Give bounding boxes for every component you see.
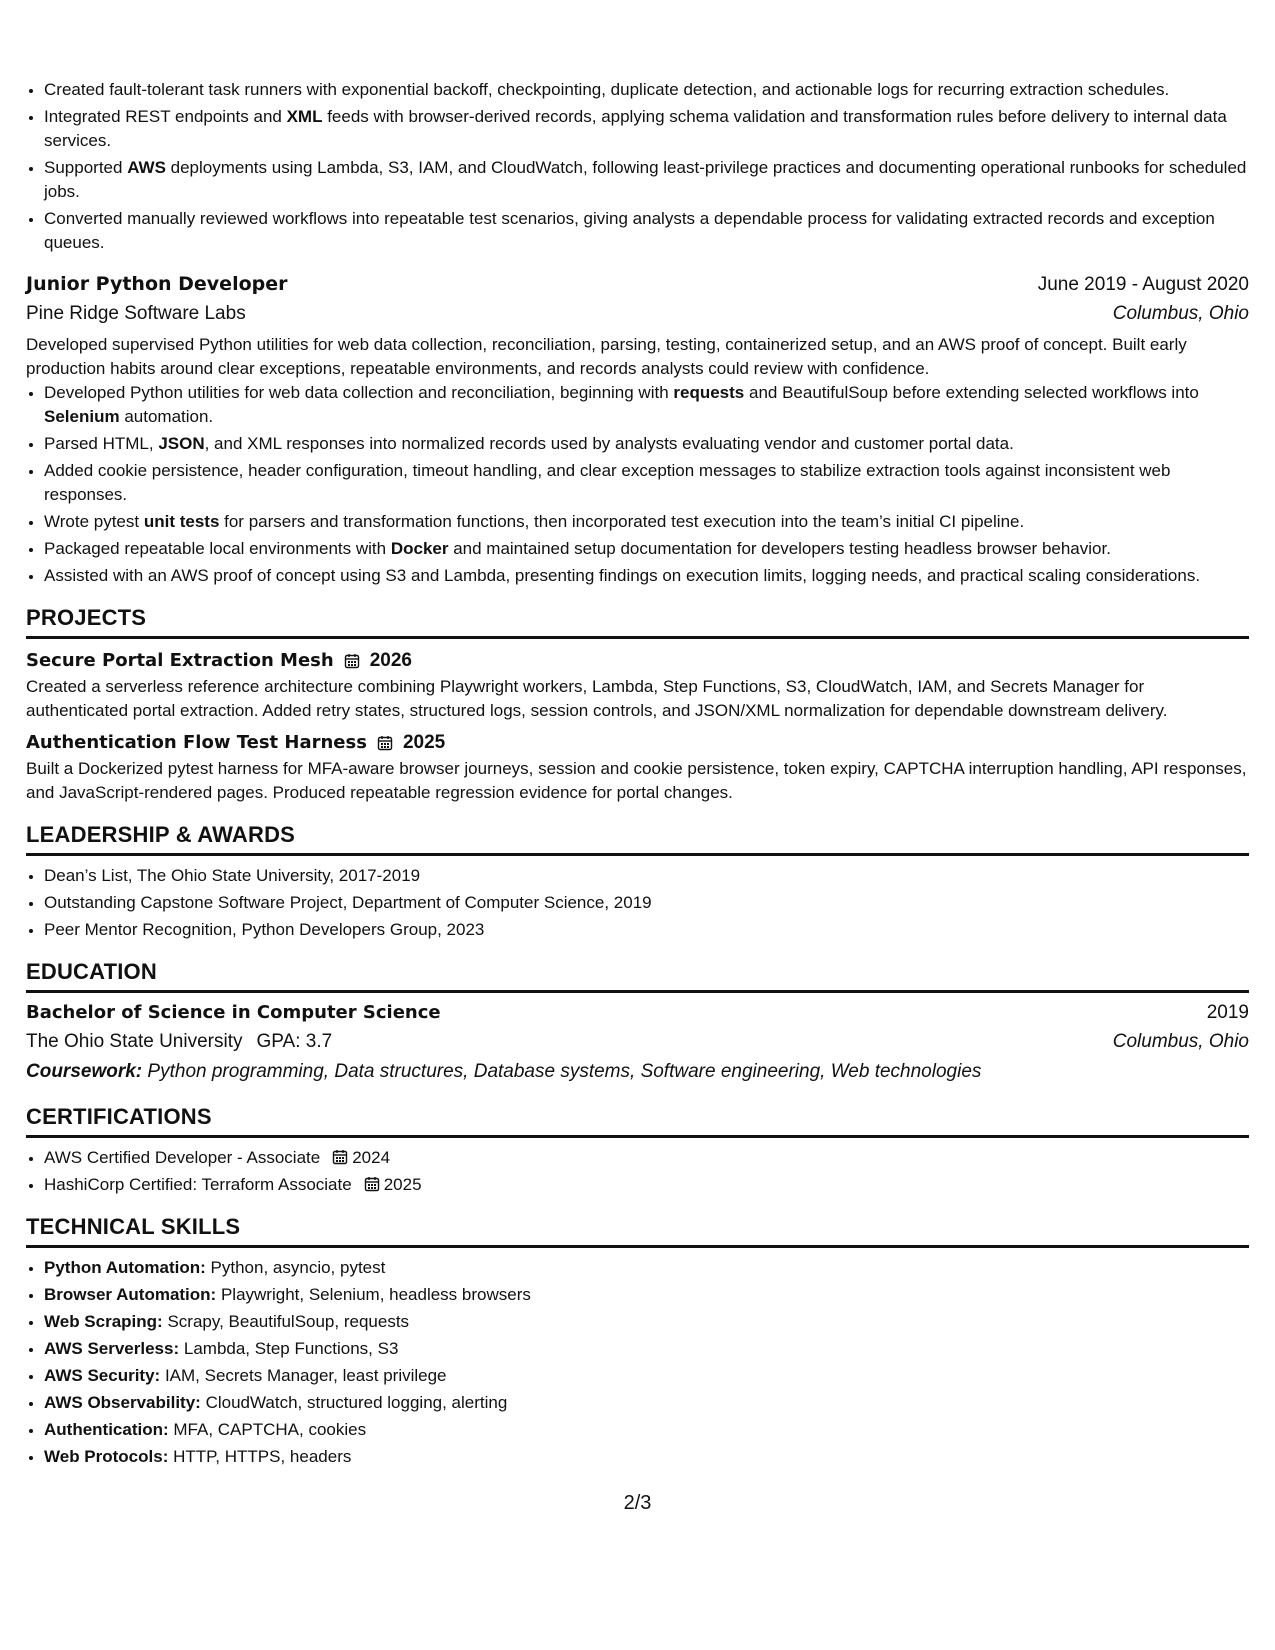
project-name: Authentication Flow Test Harness	[26, 732, 367, 753]
certification-name: HashiCorp Certified: Terraform Associate	[44, 1175, 352, 1194]
award-item: • Dean’s List, The Ohio State University, 2017-2019	[44, 864, 1249, 888]
project-name: Secure Portal Extraction Mesh	[26, 650, 334, 671]
certification-year: 2024	[352, 1148, 391, 1167]
projects-list	[26, 647, 1249, 805]
calendar-icon	[364, 1176, 380, 1192]
job-bullet	[44, 381, 1249, 429]
skill-label: Python Automation:	[44, 1258, 206, 1277]
calendar-icon	[364, 1175, 380, 1194]
education-location: Columbus, Ohio	[1112, 1031, 1249, 1052]
job-summary: Developed supervised Python utilities for web data collection, reconciliation, parsing, testing, containerized setup, and an AWS proof of concept. Built early production habits around clear exceptions, repeatable environments, and records analysts could review with confidence.	[26, 335, 1187, 378]
project-description: Created a serverless reference architecture combining Playwright workers, Lambda, Step Functions, S3, CloudWatch, IAM, and Secrets Manager for authenticated portal extraction. Added retry states, structured logs, session controls, and JSON/XML normalization for dependable downstream delivery.	[26, 677, 1168, 720]
job-bullet	[44, 537, 1249, 561]
bullet-text: and maintained setup documentation for developers testing headless browser behavior.	[448, 539, 1111, 558]
bold-keyword: XML	[286, 107, 323, 126]
certifications-list	[26, 1146, 1249, 1197]
skill-label: AWS Observability:	[44, 1393, 201, 1412]
leadership-heading: LEADERSHIP & AWARDS	[26, 821, 1249, 856]
skill-item	[44, 1337, 1249, 1361]
skill-label: AWS Serverless:	[44, 1339, 180, 1358]
job-dates: June 2019 - August 2020	[1037, 274, 1249, 295]
skill-value: MFA, CAPTCHA, cookies	[173, 1420, 367, 1439]
job-bullet	[44, 459, 1249, 507]
project-year: 2026	[369, 650, 412, 671]
project-item	[26, 729, 1249, 805]
education-year: 2019	[1206, 1002, 1249, 1023]
job-location: Columbus, Ohio	[1112, 303, 1249, 324]
bullet-text: , and XML responses into normalized records used by analysts evaluating vendor and customer portal data.	[204, 434, 1014, 453]
skill-value: HTTP, HTTPS, headers	[173, 1447, 352, 1466]
bold-keyword: unit tests	[143, 512, 220, 531]
skill-label: Authentication:	[44, 1420, 169, 1439]
calendar-icon	[377, 735, 393, 751]
project-description: Built a Dockerized pytest harness for MFA-aware browser journeys, session and cookie persistence, token expiry, CAPTCHA interruption handling, API responses, and JavaScript-rendered pages. Produced repeatable regression evidence for portal changes.	[26, 759, 1247, 802]
job-title: Junior Python Developer	[26, 273, 288, 295]
skill-item	[44, 1418, 1249, 1442]
calendar-icon	[377, 735, 393, 751]
bullet-text: automation.	[119, 407, 214, 426]
education-degree: Bachelor of Science in Computer Science	[26, 1002, 441, 1023]
job-bullets	[26, 381, 1249, 588]
bullet-text: feeds with browser-derived records, applying schema validation and transformation rules before delivery to internal data services.	[44, 107, 1227, 150]
projects-heading: PROJECTS	[26, 604, 1249, 639]
bullet-text: Wrote pytest	[44, 512, 144, 531]
skill-item	[44, 1310, 1249, 1334]
bullet-text: Converted manually reviewed workflows into repeatable test scenarios, giving analysts a dependable process for validating extracted records and exception queues.	[44, 209, 1215, 252]
skills-heading: TECHNICAL SKILLS	[26, 1213, 1249, 1248]
bullet-text: Integrated REST endpoints and	[44, 107, 287, 126]
job-header	[26, 258, 1249, 299]
education-subheader	[26, 1027, 1249, 1057]
project-item	[26, 647, 1249, 723]
job-company: Pine Ridge Software Labs	[26, 303, 246, 324]
skill-item	[44, 1445, 1249, 1469]
bullet-text: Assisted with an AWS proof of concept using S3 and Lambda, presenting findings on execution limits, logging needs, and practical scaling considerations.	[44, 566, 1201, 585]
bold-keyword: AWS	[127, 158, 166, 177]
bullet-text: Developed Python utilities for web data collection and reconciliation, beginning with	[44, 383, 674, 402]
experience-bullet	[44, 78, 1249, 102]
skill-value: Playwright, Selenium, headless browsers	[220, 1285, 531, 1304]
calendar-icon	[344, 653, 360, 669]
experience-bullet	[44, 207, 1249, 255]
project-header	[26, 729, 1249, 757]
education-school-line	[26, 1027, 332, 1057]
education-header	[26, 999, 1249, 1027]
project-year: 2025	[402, 732, 446, 753]
bullet-text: for parsers and transformation functions, then incorporated test execution into the team’s initial CI pipeline.	[219, 512, 1025, 531]
bold-keyword: Selenium	[44, 407, 120, 426]
skill-label: Browser Automation:	[44, 1285, 217, 1304]
job-subheader	[26, 299, 1249, 329]
bold-keyword: Docker	[390, 539, 449, 558]
experience-bullet	[44, 156, 1249, 204]
bullet-text: Parsed HTML,	[44, 434, 159, 453]
coursework-label: Coursework:	[26, 1061, 143, 1082]
bullet-text: Created fault-tolerant task runners with exponential backoff, checkpointing, duplicate detection, and actionable logs for recurring extraction schedules.	[44, 80, 1170, 99]
bullet-text: Packaged repeatable local environments with	[44, 539, 391, 558]
bullet-text: deployments using Lambda, S3, IAM, and CloudWatch, following least-privilege practices and documenting operational runbooks for scheduled jobs.	[44, 158, 1247, 201]
bold-keyword: JSON	[158, 434, 205, 453]
job-bullet	[44, 510, 1249, 534]
experience-bullet	[44, 105, 1249, 153]
skill-label: Web Protocols:	[44, 1447, 169, 1466]
calendar-icon	[332, 1149, 348, 1165]
skill-value: Python, asyncio, pytest	[210, 1258, 386, 1277]
skill-value: Scrapy, BeautifulSoup, requests	[167, 1312, 410, 1331]
education-school: The Ohio State University	[26, 1031, 243, 1052]
award-item: • Peer Mentor Recognition, Python Developers Group, 2023	[44, 918, 1249, 942]
bullet-text: Supported	[44, 158, 128, 177]
leadership-list	[26, 864, 1249, 942]
coursework-value: Python programming, Data structures, Database systems, Software engineering, Web technologies	[147, 1061, 982, 1082]
skill-item	[44, 1364, 1249, 1388]
calendar-icon	[344, 653, 360, 669]
experience-top-bullets	[26, 78, 1249, 255]
skill-value: Lambda, Step Functions, S3	[183, 1339, 399, 1358]
job-bullet	[44, 432, 1249, 456]
skill-label: Web Scraping:	[44, 1312, 163, 1331]
bullet-text: Added cookie persistence, header configuration, timeout handling, and clear exception messages to stabilize extraction tools against inconsistent web responses.	[44, 461, 1171, 504]
bullet-text: and BeautifulSoup before extending selected workflows into	[744, 383, 1199, 402]
certification-item	[44, 1173, 1249, 1197]
education-heading: EDUCATION	[26, 958, 1249, 993]
page-number: 2/3	[623, 1492, 652, 1514]
skill-value: IAM, Secrets Manager, least privilege	[164, 1366, 447, 1385]
calendar-icon	[332, 1148, 348, 1167]
education-gpa: GPA: 3.7	[256, 1031, 333, 1052]
certification-name: AWS Certified Developer - Associate	[44, 1148, 321, 1167]
education-coursework	[26, 1057, 1249, 1087]
certification-year: 2025	[383, 1175, 422, 1194]
job-bullet	[44, 564, 1249, 588]
skill-value: CloudWatch, structured logging, alerting	[205, 1393, 508, 1412]
project-header	[26, 647, 1249, 675]
skills-list	[26, 1256, 1249, 1469]
award-item: • Outstanding Capstone Software Project, Department of Computer Science, 2019	[44, 891, 1249, 915]
certifications-heading: CERTIFICATIONS	[26, 1103, 1249, 1138]
skill-item	[44, 1391, 1249, 1415]
skill-item	[44, 1256, 1249, 1280]
skill-item	[44, 1283, 1249, 1307]
bold-keyword: requests	[673, 383, 745, 402]
certification-item	[44, 1146, 1249, 1170]
skill-label: AWS Security:	[44, 1366, 161, 1385]
